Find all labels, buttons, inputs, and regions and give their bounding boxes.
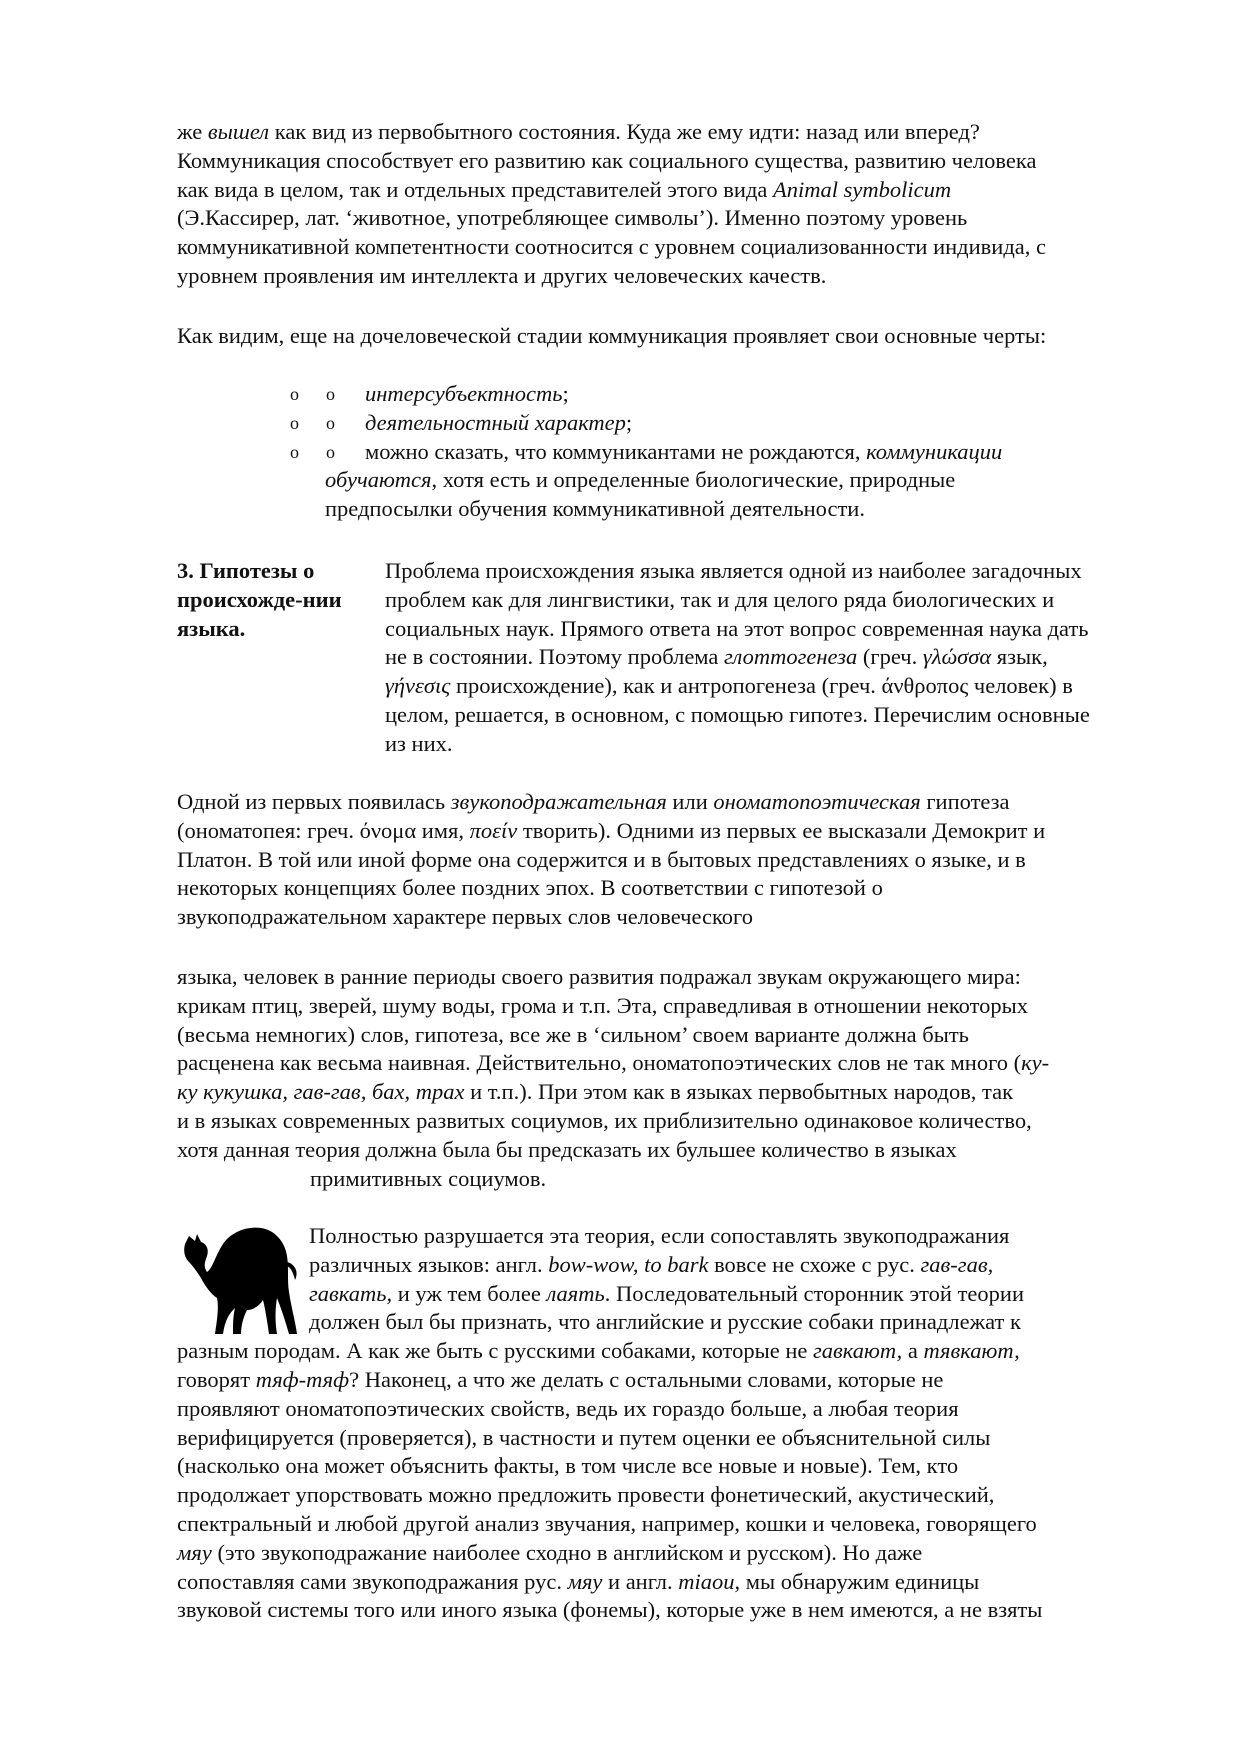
text-run: и уж тем более (392, 1280, 547, 1306)
text-run: . Последовательный сторонник этой теории (604, 1280, 1024, 1306)
text-line (177, 118, 1046, 147)
paragraph-intro (177, 118, 1046, 291)
text-run: (ономатопея: греч. όνoμα имя, (177, 817, 470, 843)
text-line: социальных наук. Прямого ответа на этот вопрос современная наука дать (385, 615, 1089, 641)
text-run: различных языков: англ. (309, 1251, 549, 1277)
list-item-text (365, 380, 1190, 409)
text-line (177, 1337, 1042, 1366)
text-run: происхождение), как и антропогенеза (греч. άνθρoπος человек) в (450, 673, 1073, 699)
italic-term: ономатопоэтическая (713, 789, 921, 814)
bullet-marker: o (326, 384, 335, 404)
text-line: некоторых концепциях более поздних эпох. В соответствии с гипотезой о (177, 875, 883, 901)
text-line (177, 176, 1046, 205)
text-line (385, 643, 1090, 672)
heading-line: 3. Гипотезы о (177, 558, 315, 583)
italic-term: γλώσσα (922, 644, 992, 670)
text-run: ; (625, 409, 633, 435)
text-line: должен был бы признать, что английские и русские собаки принадлежат к (309, 1309, 1021, 1335)
italic-term: гавкают, (812, 1338, 903, 1364)
text-run: ; (562, 381, 569, 406)
text-line: из них. (385, 730, 453, 756)
bullet-marker: o (326, 412, 335, 433)
italic-term: лаять (546, 1280, 605, 1306)
text-line (177, 1539, 1042, 1568)
text-line: примитивных социумов. (310, 1165, 547, 1191)
text-line: и в языках современных развитых социумов, их приблизительно одинаковое количество, (177, 1107, 1032, 1133)
italic-term: деятельностный характер (365, 409, 626, 435)
list-item-text (365, 438, 1190, 467)
italic-term: интерсубъектность (365, 381, 563, 406)
text-line: уровнем проявления им интеллекта и других человеческих качеств. (177, 262, 827, 288)
italic-term: звукоподражательная (450, 789, 667, 814)
text-run: , хотя есть и определенные биологические, природные (431, 467, 956, 493)
text-run: разным породам. А как же быть с русскими собаками, которые не (177, 1338, 813, 1364)
bullet-marker: o (290, 412, 299, 433)
text-run: и т.п.). При этом как в языках первобытных народов, так (464, 1079, 1014, 1105)
text-run: ? Наконец, а что же делать с остальными словами, которые не (349, 1366, 944, 1392)
text-line: звукоподражательном характере первых слов человеческого (177, 904, 753, 930)
text-run: как вида в целом, так и отдельных представителей этого вида (177, 176, 774, 202)
text-run: гипотеза (920, 789, 1010, 814)
list-item (290, 409, 1190, 438)
text-line (177, 788, 1045, 817)
italic-term: miaou (678, 1568, 735, 1594)
text-line: крикам птиц, зверей, шуму воды, грома и т.п. Эта, справедливая в отношении некоторых (177, 992, 1028, 1018)
italic-term: γήνεσις (385, 673, 451, 699)
text-line (177, 1280, 1042, 1309)
text-line: продолжает упорствовать можно предложить провести фонетический, акустический, (177, 1482, 995, 1508)
bullet-marker: o (326, 441, 335, 462)
text-line: (весьма немногих) слов, гипотеза, все же в ‘сильном’ своем варианте должна быть (177, 1021, 969, 1047)
italic-term: мяу (177, 1539, 212, 1565)
paragraph-section3 (385, 557, 1090, 759)
text-line (177, 817, 1045, 846)
text-run: и англ. (602, 1568, 679, 1594)
text-run: говорят (177, 1366, 256, 1392)
text-run: или (666, 789, 714, 814)
text-run: Одной из первых появилась (177, 789, 451, 814)
text-run: расценена как весьма наивная. Действительно, ономатопоэтических слов не так много ( (177, 1050, 1022, 1076)
italic-term: тяф-тяф (255, 1366, 350, 1392)
list-item-text: предпосылки обучения коммуникативной деятельности. (325, 496, 865, 522)
text-line (177, 1078, 1049, 1107)
text-line: хотя данная теория должна была бы предсказать их бульшее количество в языках (177, 1136, 957, 1162)
text-run: как вид из первобытного состояния. Куда же ему идти: назад или вперед? (269, 119, 980, 144)
text-line: спектральный и любой другой анализ звучания, например, кошки и человека, говорящего (177, 1510, 1037, 1536)
list-item (290, 438, 1190, 524)
text-line: звуковой системы того или иного языка (фонемы), которые уже в нем имеются, а не взяты (177, 1597, 1043, 1623)
italic-term: ποείν (469, 817, 518, 843)
text-run: сопоставляя сами звукоподражания рус. (177, 1568, 568, 1594)
text-line: Платон. В той или иной форме она содержится и в бытовых представлениях о языке, и в (177, 846, 1026, 872)
italic-term: вышел (207, 119, 270, 144)
heading-line: языка. (177, 615, 246, 641)
list-item (290, 380, 1190, 409)
text-line: коммуникативной компетентности соотносится с уровнем социализованности индивида, с (177, 234, 1046, 260)
paragraph-refutation (177, 1222, 1042, 1625)
text-line: Проблема происхождения языка является одной из наиболее загадочных (385, 558, 1082, 583)
text-line: верифицируется (проверяется), в частности и путем оценки ее объяснительной силы (177, 1424, 991, 1450)
text-line (177, 1049, 1049, 1078)
bullet-marker: o (290, 441, 299, 462)
text-run: , мы обнаружим единицы (734, 1568, 980, 1594)
paragraph-critique (177, 963, 1049, 1193)
italic-term: bow-wow, to bark (548, 1251, 709, 1277)
paragraph-features-intro (177, 322, 1046, 351)
italic-term: мяу (567, 1568, 603, 1594)
text-run: (это звукоподражание наиболее сходно в английском и русском). Но даже (211, 1539, 923, 1565)
text-line: проявляют ономатопоэтических свойств, ведь их гораздо больше, а любая теория (177, 1395, 959, 1421)
italic-term: ку кукушка, гав-гав, бах, трах (177, 1079, 465, 1105)
text-line (177, 1251, 1042, 1280)
list-item-text (325, 466, 1190, 495)
text-line: языка, человек в ранние периоды своего развития подражал звукам окружающего мира: (177, 964, 1021, 989)
italic-term: обучаются (325, 467, 432, 493)
text-run: не в состоянии. Поэтому проблема (385, 644, 725, 670)
feature-list (290, 380, 1190, 524)
text-line (177, 1568, 1042, 1597)
text-run: язык, (991, 644, 1048, 670)
text-run: а (902, 1338, 924, 1364)
text-line: Как видим, еще на дочеловеческой стадии коммуникация проявляет свои основные черты: (177, 323, 1047, 348)
paragraph-onomatopoeic (177, 788, 1045, 932)
italic-term: гавкать, (309, 1280, 393, 1306)
text-line: проблем как для лингвистики, так и для целого ряда биологических и (385, 586, 1055, 612)
text-run: же (177, 119, 208, 144)
text-run: (греч. (857, 644, 923, 670)
text-run: вовсе не схоже с рус. (708, 1251, 921, 1277)
italic-term: тявкают, (923, 1338, 1020, 1364)
bullet-marker: o (290, 384, 299, 404)
text-line: Полностью разрушается эта теория, если сопоставлять звукоподражания (309, 1223, 1010, 1248)
list-item-text (365, 409, 1190, 438)
italic-term: ку- (1021, 1050, 1050, 1076)
text-line: (насколько она может объяснить факты, в том числе все новые и новые). Тем, кто (177, 1453, 959, 1479)
text-line (385, 672, 1090, 701)
section-heading (177, 557, 377, 643)
italic-term: глоттогенеза (724, 644, 858, 670)
italic-term: Animal symbolicum (773, 176, 952, 202)
heading-line: происхожде-нии (177, 586, 342, 612)
text-line: целом, решается, в основном, с помощью гипотез. Перечислим основные (385, 701, 1090, 727)
text-line (177, 1366, 1042, 1395)
italic-term: коммуникации (866, 438, 1003, 464)
text-line: Коммуникация способствует его развитию как социального существа, развитию человека (177, 147, 1037, 173)
text-run: можно сказать, что коммуникантами не рождаются, (365, 438, 867, 464)
text-line: (Э.Кассирер, лат. ‘животное, употребляющее символы’). Именно поэтому уровень (177, 205, 968, 231)
text-run: творить). Одними из первых ее высказали Демокрит и (517, 817, 1046, 843)
italic-term: гав-гав, (920, 1251, 994, 1277)
